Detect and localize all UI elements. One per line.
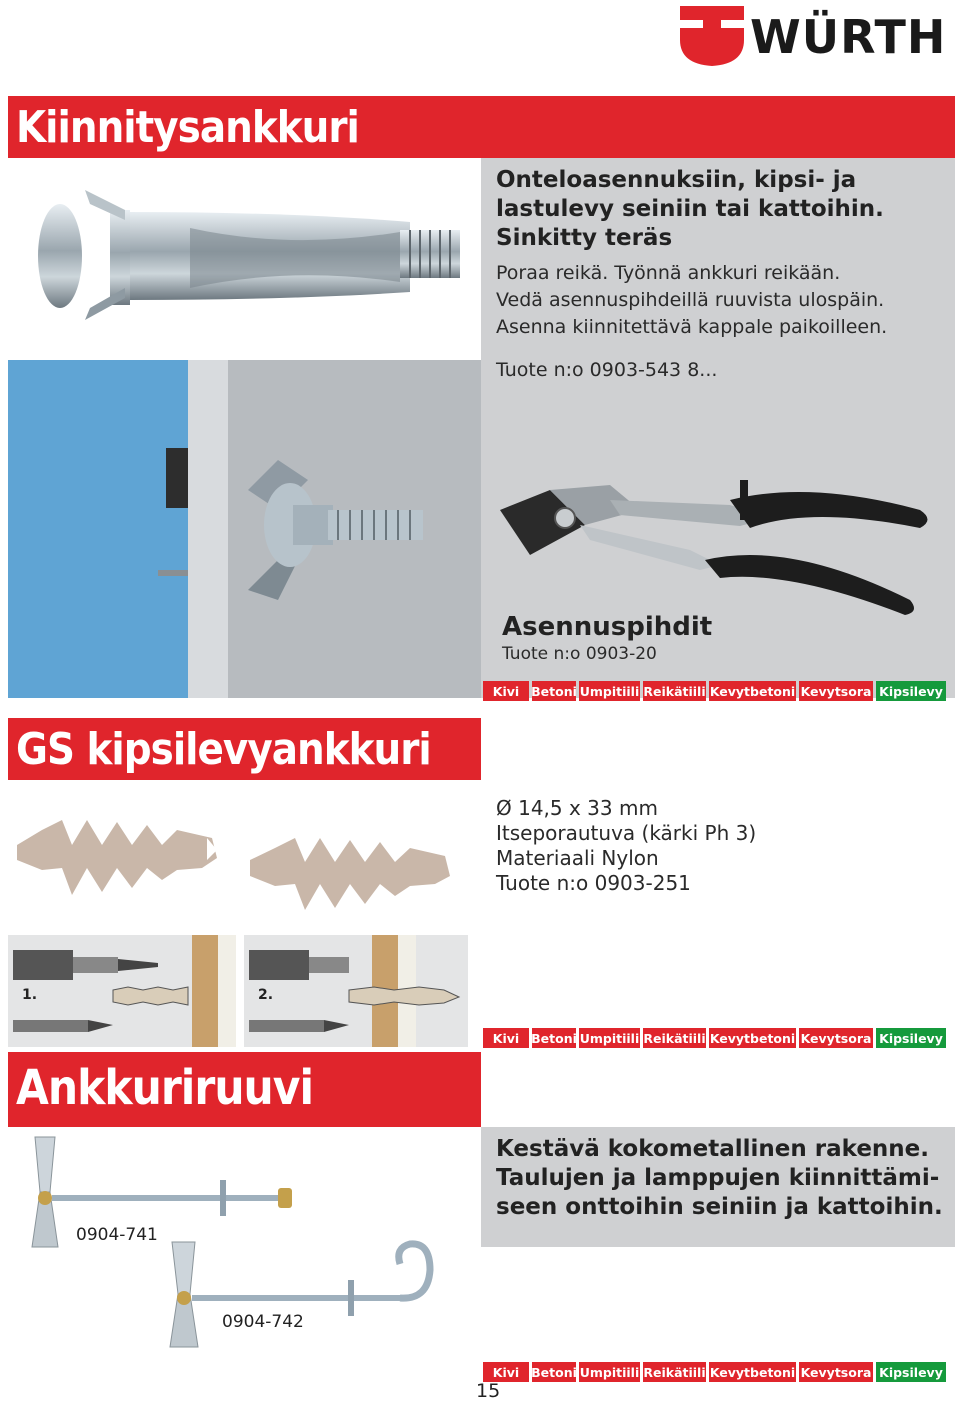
nylon-anchor-image-1 (12, 800, 227, 910)
material-umpitiili: Umpitiili (579, 681, 640, 701)
material-kevytbetoni: Kevytbetoni (709, 1362, 796, 1382)
material-kevytbetoni: Kevytbetoni (709, 681, 796, 701)
gs-anchor-specs: Ø 14,5 x 33 mm Itseporautuva (kärki Ph 3) Materiaali Nylon Tuote n:o 0903-251 (496, 796, 757, 895)
material-reikatiili: Reikätiili (643, 1028, 706, 1048)
material-kevytsora: Kevytsora (799, 1362, 873, 1382)
brand-name: WÜRTH (750, 10, 947, 64)
installed-anchor-photo (8, 360, 481, 698)
material-betoni: Betoni (532, 1362, 576, 1382)
hollow-wall-anchor-image (30, 170, 470, 340)
material-kevytsora: Kevytsora (799, 1028, 873, 1048)
step-2-label: 2. (258, 987, 274, 1003)
installation-pliers-image (490, 470, 950, 620)
installation-step-1-illustration (8, 935, 236, 1047)
wurth-logo-icon (680, 6, 744, 66)
material-kivi: Kivi (483, 681, 529, 701)
section-title-kiinnitysankkuri: Kiinnitysankkuri (8, 96, 481, 158)
material-umpitiili: Umpitiili (579, 1028, 640, 1048)
material-kipsilevy: Kipsilevy (876, 1028, 946, 1048)
material-betoni: Betoni (532, 681, 576, 701)
material-kevytbetoni: Kevytbetoni (709, 1028, 796, 1048)
page-number: 15 (476, 1380, 501, 1402)
material-kevytsora: Kevytsora (799, 681, 873, 701)
toggle-bolt-hook-image-742 (160, 1222, 460, 1352)
material-strip-2 (483, 1028, 946, 1048)
section1-product-number: Tuote n:o 0903-543 8... (496, 359, 718, 381)
material-kipsilevy: Kipsilevy (876, 681, 946, 701)
installation-step-2-illustration (244, 935, 468, 1047)
material-reikatiili: Reikätiili (643, 681, 706, 701)
step-1-label: 1. (22, 987, 38, 1003)
material-reikatiili: Reikätiili (643, 1362, 706, 1382)
material-strip-3 (483, 1362, 946, 1382)
material-kivi: Kivi (483, 1362, 529, 1382)
section1-instructions: Poraa reikä. Työnnä ankkuri reikään. Vedä asennuspihdeillä ruuvista ulospäin. Asenna kiinnitettävä kappale paikoilleen. (496, 262, 888, 338)
tool-title: Asennuspihdit (502, 612, 713, 642)
section1-subtitle: Onteloasennuksiin, kipsi- ja lastulevy seiniin tai kattoihin. Sinkitty teräs (496, 167, 884, 251)
product-code-0904-741: 0904-741 (76, 1225, 158, 1245)
material-kipsilevy: Kipsilevy (876, 1362, 946, 1382)
header-bar (481, 96, 955, 158)
section-title-ankkuriruuvi: Ankkuriruuvi (8, 1052, 481, 1127)
material-umpitiili: Umpitiili (579, 1362, 640, 1382)
material-strip-1 (483, 681, 946, 701)
material-kivi: Kivi (483, 1028, 529, 1048)
nylon-anchor-image-2 (245, 820, 460, 930)
product-code-0904-742: 0904-742 (222, 1312, 304, 1332)
material-betoni: Betoni (532, 1028, 576, 1048)
ankkuriruuvi-description: Kestävä kokometallinen rakenne. Taulujen ja lamppujen kiinnittämi- seen onttoihin seiniin ja kattoihin. (496, 1136, 943, 1220)
wurth-logo (680, 6, 958, 66)
section-title-gs-kipsilevyankkuri: GS kipsilevyankkuri (8, 718, 481, 780)
tool-product-number: Tuote n:o 0903-20 (502, 644, 657, 664)
